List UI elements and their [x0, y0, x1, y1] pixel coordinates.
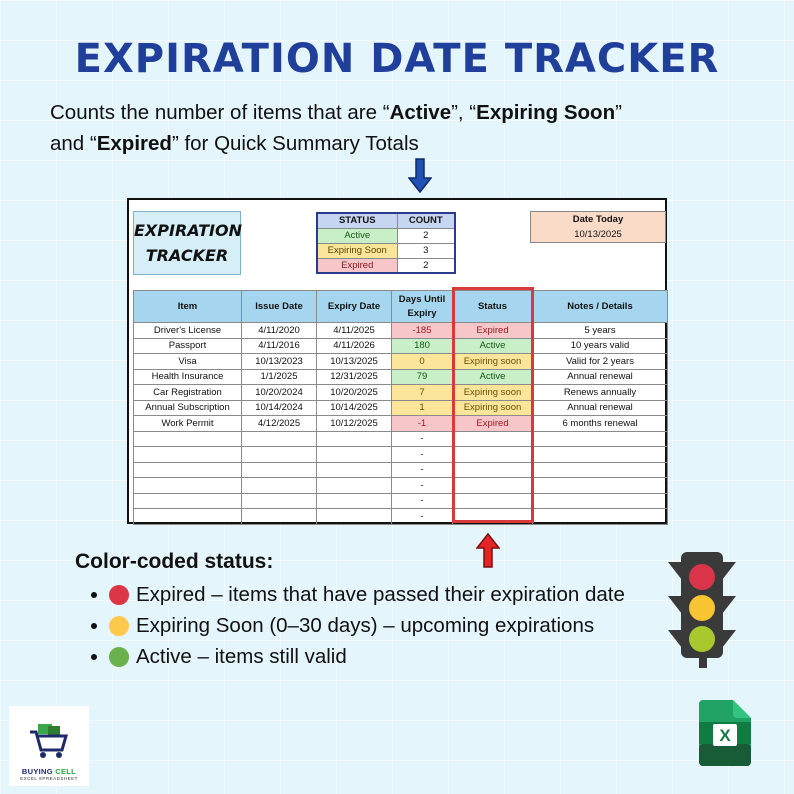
cell-issue[interactable] — [242, 462, 317, 478]
shopping-cart-icon — [28, 722, 70, 760]
summary-count-expired: 2 — [397, 258, 455, 273]
cell-issue[interactable] — [242, 478, 317, 494]
subtitle-text: ”, “ — [451, 101, 477, 124]
subtitle-text: Counts the number of items that are “ — [50, 101, 390, 124]
cell-item[interactable] — [134, 493, 242, 509]
summary-status-active: Active — [317, 228, 397, 243]
cell-days[interactable]: - — [392, 462, 453, 478]
brand-tagline: EXCEL SPREADSHEET — [20, 776, 78, 781]
cell-notes[interactable]: 6 months renewal — [533, 416, 668, 432]
table-row — [134, 416, 668, 432]
cell-item[interactable]: Car Registration — [134, 385, 242, 401]
cell-days[interactable]: - — [392, 447, 453, 463]
cell-issue[interactable] — [242, 509, 317, 525]
cell-issue[interactable] — [242, 447, 317, 463]
cell-status[interactable] — [453, 493, 533, 509]
cell-item[interactable] — [134, 431, 242, 447]
cell-item[interactable]: Annual Subscription — [134, 400, 242, 416]
column-header: Item — [134, 291, 242, 323]
cell-days[interactable]: - — [392, 478, 453, 494]
table-row — [134, 431, 668, 447]
brand-name-a: BUYING — [21, 767, 56, 776]
brand-logo — [9, 706, 89, 786]
yellow-dot-icon — [109, 616, 129, 636]
cell-days[interactable]: 180 — [392, 338, 453, 354]
cell-days[interactable]: 79 — [392, 369, 453, 385]
table-header-row — [134, 291, 668, 323]
cell-item[interactable]: Health Insurance — [134, 369, 242, 385]
cell-status[interactable]: Expiring soon — [453, 400, 533, 416]
column-header: Notes / Details — [533, 291, 668, 323]
legend-label: Active – items still valid — [136, 644, 347, 668]
cell-status[interactable] — [453, 509, 533, 525]
table-row — [134, 493, 668, 509]
subtitle — [50, 97, 650, 159]
legend-label: Expired – items that have passed their expiration date — [136, 582, 625, 606]
summary-status-soon: Expiring Soon — [317, 243, 397, 258]
arrow-down-icon — [408, 158, 432, 194]
cell-notes[interactable]: Valid for 2 years — [533, 354, 668, 370]
cell-issue[interactable] — [242, 431, 317, 447]
summary-table — [316, 212, 456, 274]
cell-notes[interactable] — [533, 462, 668, 478]
table-row — [134, 462, 668, 478]
cell-item[interactable] — [134, 447, 242, 463]
table-row — [134, 385, 668, 401]
cell-expiry[interactable]: 10/20/2025 — [317, 385, 392, 401]
spreadsheet-preview — [127, 198, 667, 524]
legend-item-expired — [91, 579, 675, 610]
excel-icon — [699, 700, 751, 766]
table-row — [134, 400, 668, 416]
cell-days[interactable]: - — [392, 431, 453, 447]
column-header: Days Until Expiry — [392, 291, 453, 323]
cell-expiry[interactable]: 4/11/2025 — [317, 323, 392, 339]
svg-text:X: X — [719, 726, 731, 745]
cell-status[interactable]: Expired — [453, 416, 533, 432]
cell-expiry[interactable] — [317, 447, 392, 463]
cell-notes[interactable]: Renews annually — [533, 385, 668, 401]
cell-notes[interactable] — [533, 478, 668, 494]
table-row — [134, 369, 668, 385]
cell-expiry[interactable] — [317, 431, 392, 447]
brand-name-b: CELL — [55, 767, 77, 776]
cell-notes[interactable]: 5 years — [533, 323, 668, 339]
cell-item[interactable]: Passport — [134, 338, 242, 354]
cell-expiry[interactable] — [317, 509, 392, 525]
cell-notes[interactable] — [533, 447, 668, 463]
subtitle-expiring: Expiring Soon — [476, 101, 616, 124]
cell-status[interactable]: Expired — [453, 323, 533, 339]
table-row — [134, 447, 668, 463]
column-header: Status — [453, 291, 533, 323]
subtitle-text: ” for Quick Summary Totals — [171, 132, 419, 155]
legend-label: Expiring Soon (0–30 days) – upcoming expirations — [136, 613, 595, 637]
date-today-box — [530, 211, 666, 243]
cell-status[interactable] — [453, 478, 533, 494]
cell-status[interactable]: Active — [453, 369, 533, 385]
sheet-title — [133, 211, 241, 275]
cell-status[interactable] — [453, 431, 533, 447]
page-title: EXPIRATION DATE TRACKER — [74, 36, 720, 82]
green-dot-icon — [109, 647, 129, 667]
red-dot-icon — [109, 585, 129, 605]
cell-item[interactable]: Driver's License — [134, 323, 242, 339]
legend-item-expiring — [91, 610, 675, 641]
cell-expiry[interactable]: 10/14/2025 — [317, 400, 392, 416]
table-body — [134, 323, 668, 525]
tracker-table — [133, 290, 668, 525]
subtitle-text: ” and “ — [50, 101, 622, 155]
column-header: Issue Date — [242, 291, 317, 323]
traffic-light-icon — [666, 550, 738, 670]
cell-issue[interactable]: 4/11/2016 — [242, 338, 317, 354]
summary-header-status: STATUS — [317, 213, 397, 228]
table-row — [134, 354, 668, 370]
cell-notes[interactable] — [533, 509, 668, 525]
date-today-label: Date Today — [572, 214, 624, 225]
cell-days[interactable]: - — [392, 493, 453, 509]
cell-expiry[interactable] — [317, 478, 392, 494]
cell-item[interactable]: Visa — [134, 354, 242, 370]
bullet-icon — [91, 623, 97, 629]
cell-status[interactable]: Expiring soon — [453, 385, 533, 401]
sheet-title-line: EXPIRATION — [134, 221, 242, 240]
cell-status[interactable]: Expiring soon — [453, 354, 533, 370]
cell-days[interactable]: -185 — [392, 323, 453, 339]
cell-notes[interactable]: Annual renewal — [533, 369, 668, 385]
legend — [75, 550, 675, 672]
brand-name — [9, 767, 89, 776]
cell-notes[interactable] — [533, 493, 668, 509]
cell-item[interactable] — [134, 462, 242, 478]
table-row — [134, 509, 668, 525]
cell-notes[interactable]: Annual renewal — [533, 400, 668, 416]
summary-status-expired: Expired — [317, 258, 397, 273]
cell-expiry[interactable] — [317, 462, 392, 478]
cell-days[interactable]: 1 — [392, 400, 453, 416]
cell-days[interactable]: -1 — [392, 416, 453, 432]
cell-expiry[interactable]: 10/13/2025 — [317, 354, 392, 370]
cell-item[interactable] — [134, 478, 242, 494]
cell-status[interactable] — [453, 462, 533, 478]
cell-item[interactable]: Work Permit — [134, 416, 242, 432]
cell-status[interactable]: Active — [453, 338, 533, 354]
cell-issue[interactable]: 4/11/2020 — [242, 323, 317, 339]
summary-header-count: COUNT — [397, 213, 455, 228]
cell-notes[interactable]: 10 years valid — [533, 338, 668, 354]
cell-notes[interactable] — [533, 431, 668, 447]
cell-expiry[interactable]: 10/12/2025 — [317, 416, 392, 432]
bullet-icon — [91, 654, 97, 660]
table-row — [134, 323, 668, 339]
legend-item-active — [91, 641, 675, 672]
cell-status[interactable] — [453, 447, 533, 463]
cell-expiry[interactable]: 12/31/2025 — [317, 369, 392, 385]
date-today-value: 10/13/2025 — [574, 229, 622, 240]
table-row — [134, 478, 668, 494]
cell-days[interactable]: 0 — [392, 354, 453, 370]
summary-count-active: 2 — [397, 228, 455, 243]
cell-issue[interactable]: 10/13/2023 — [242, 354, 317, 370]
cell-issue[interactable]: 1/1/2025 — [242, 369, 317, 385]
cell-issue[interactable] — [242, 493, 317, 509]
cell-issue[interactable]: 10/20/2024 — [242, 385, 317, 401]
cell-issue[interactable]: 10/14/2024 — [242, 400, 317, 416]
cell-issue[interactable]: 4/12/2025 — [242, 416, 317, 432]
summary-count-soon: 3 — [397, 243, 455, 258]
cell-days[interactable]: - — [392, 509, 453, 525]
cell-days[interactable]: 7 — [392, 385, 453, 401]
bullet-icon — [91, 592, 97, 598]
column-header: Expiry Date — [317, 291, 392, 323]
table-row — [134, 338, 668, 354]
sheet-title-line: TRACKER — [145, 246, 229, 265]
cell-item[interactable] — [134, 509, 242, 525]
legend-heading: Color-coded status: — [75, 550, 274, 573]
legend-list — [91, 579, 675, 672]
subtitle-expired: Expired — [96, 132, 172, 155]
subtitle-active: Active — [389, 101, 452, 124]
cell-expiry[interactable] — [317, 493, 392, 509]
cell-expiry[interactable]: 4/11/2026 — [317, 338, 392, 354]
